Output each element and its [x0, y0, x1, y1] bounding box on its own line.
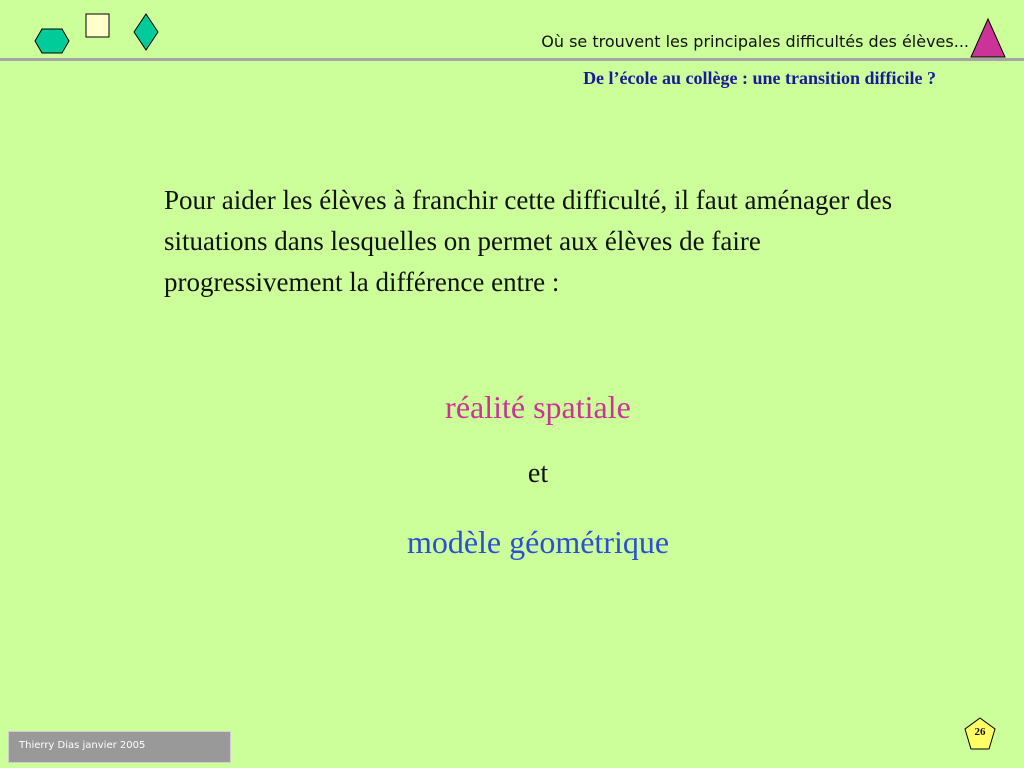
hexagon-icon[interactable]: [34, 28, 70, 54]
square-icon[interactable]: [85, 13, 110, 38]
header-subtitle: De l’école au collège : une transition difficile ?: [583, 68, 936, 88]
triangle-icon[interactable]: [970, 18, 1006, 58]
page-number: 26: [974, 726, 986, 738]
connector-text: et: [527, 458, 549, 489]
term-spatial-reality: réalité spatiale: [445, 389, 631, 425]
footer-author: Thierry Dias janvier 2005: [8, 731, 231, 763]
term-geometric-model: modèle géométrique: [406, 524, 670, 560]
body-paragraph: Pour aider les élèves à franchir cette difficulté, il faut aménager des situations dans lesquelles on permet aux élèves de faire progressivement la différence entre :: [164, 185, 893, 297]
header-title: Où se trouvent les principales difficultés des élèves...: [541, 32, 969, 51]
diamond-icon[interactable]: [133, 13, 159, 51]
header-divider: [0, 58, 1024, 61]
